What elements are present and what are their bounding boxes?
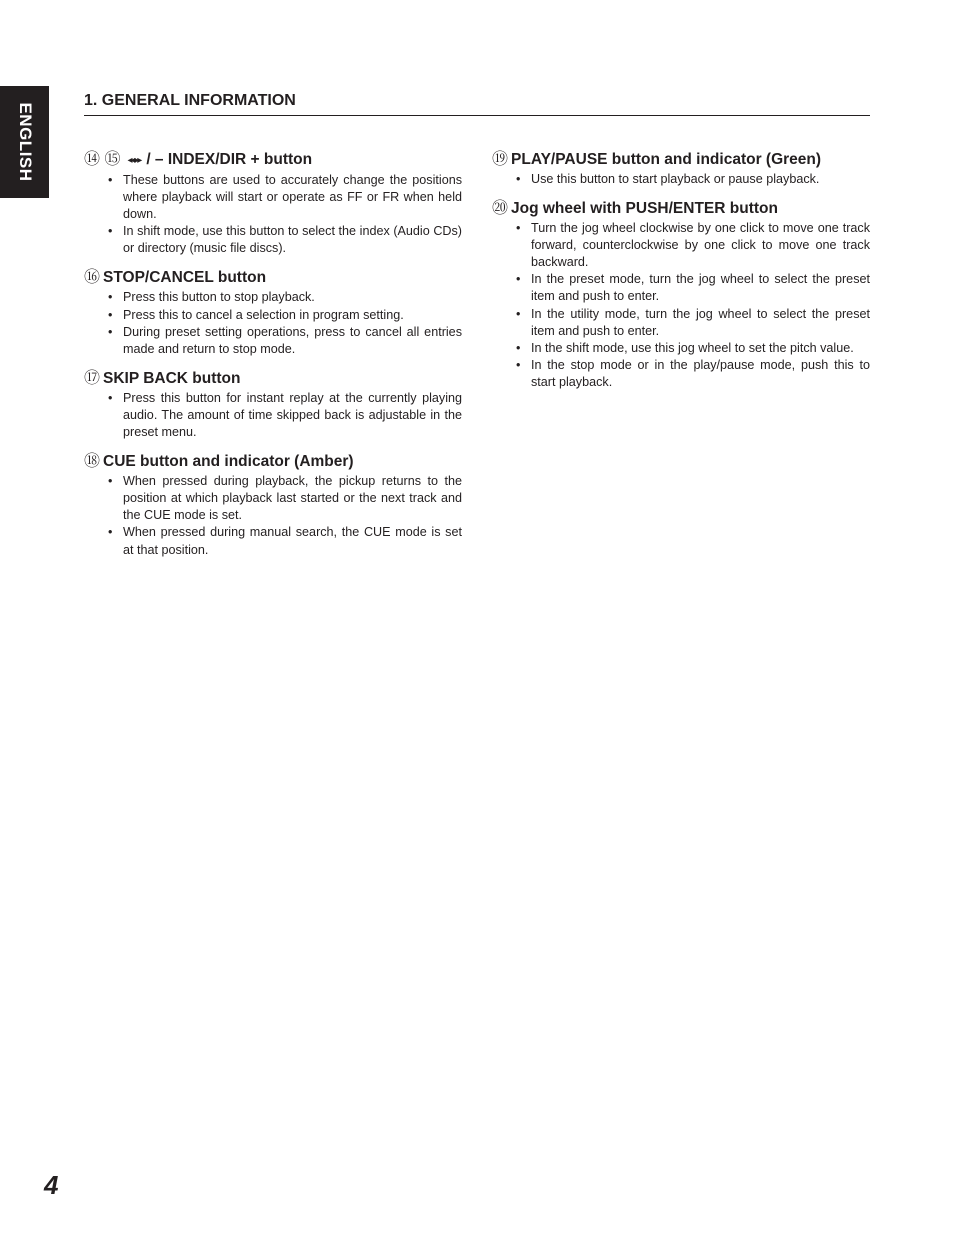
item-title: CUE button and indicator (Amber) (103, 453, 354, 471)
item-title: SKIP BACK button (103, 369, 241, 387)
bullet-item: • When pressed during manual search, the CUE mode is set at that position. (123, 524, 462, 558)
bullet-item: • Press this to cancel a selection in program setting. (123, 307, 462, 324)
bullet-list (84, 390, 462, 441)
bullet-item: • Use this button to start playback or pause playback. (531, 171, 870, 188)
bullet-list (84, 473, 462, 558)
item-heading (492, 199, 870, 219)
item-play-pause (492, 150, 870, 188)
skip-arrows-icon: ◂◂ ▸▸ (127, 155, 141, 166)
bullet-item: • These buttons are used to accurately change the positions where playback will start or operate as FF or FR when held down. (123, 172, 462, 223)
bullet-list (492, 220, 870, 391)
page-number: 4 (44, 1170, 59, 1200)
language-tab-label: ENGLISH (15, 102, 35, 182)
item-title: STOP/CANCEL button (103, 269, 267, 287)
left-column (84, 150, 462, 570)
bullet-item: • In the preset mode, turn the jog wheel to select the preset item and push to enter. (531, 271, 870, 305)
bullet-list (84, 172, 462, 257)
item-number: ⑲ (492, 151, 509, 168)
item-index-dir (84, 150, 462, 257)
bullet-item: • When pressed during playback, the pickup returns to the position at which playback last started or the next track and the CUE mode is set. (123, 473, 462, 524)
section-divider (84, 115, 870, 116)
bullet-item: • Press this button for instant replay at the currently playing audio. The amount of time skipped back is adjustable in the preset menu. (123, 390, 462, 441)
item-skip-back (84, 369, 462, 441)
language-tab (0, 86, 49, 198)
item-title: PLAY/PAUSE button and indicator (Green) (511, 151, 822, 168)
item-heading (84, 369, 462, 389)
item-title: Jog wheel with PUSH/ENTER button (511, 200, 778, 218)
item-heading (492, 150, 870, 170)
bullet-list (492, 171, 870, 188)
bullet-list (84, 289, 462, 357)
item-number: ⑰ (84, 369, 101, 387)
item-heading (84, 452, 462, 472)
section-title: 1. GENERAL INFORMATION (84, 92, 296, 109)
bullet-item: • In the utility mode, turn the jog wheel to select the preset item and push to enter. (531, 306, 870, 340)
bullet-item: • In the stop mode or in the play/pause mode, push this to start playback. (531, 357, 870, 391)
item-number: ⑭ ⑮ (84, 151, 121, 168)
item-heading (84, 268, 462, 288)
item-number: ⑯ (84, 269, 101, 287)
bullet-item: • In shift mode, use this button to select the index (Audio CDs) or directory (music file discs). (123, 223, 462, 257)
item-title: / – INDEX/DIR + button (146, 151, 313, 168)
bullet-item: • Press this button to stop playback. (123, 289, 462, 306)
item-stop-cancel (84, 268, 462, 357)
item-cue (84, 452, 462, 558)
right-column (492, 150, 870, 402)
item-jog-wheel (492, 199, 870, 391)
bullet-item: • In the shift mode, use this jog wheel to set the pitch value. (531, 340, 870, 357)
item-number: ⑳ (492, 200, 509, 218)
item-heading (84, 150, 462, 171)
bullet-item: • Turn the jog wheel clockwise by one click to move one track forward, counterclockwise by one click to move one track backward. (531, 220, 870, 271)
item-number: ⑱ (84, 453, 101, 471)
bullet-item: • During preset setting operations, press to cancel all entries made and return to stop mode. (123, 324, 462, 358)
